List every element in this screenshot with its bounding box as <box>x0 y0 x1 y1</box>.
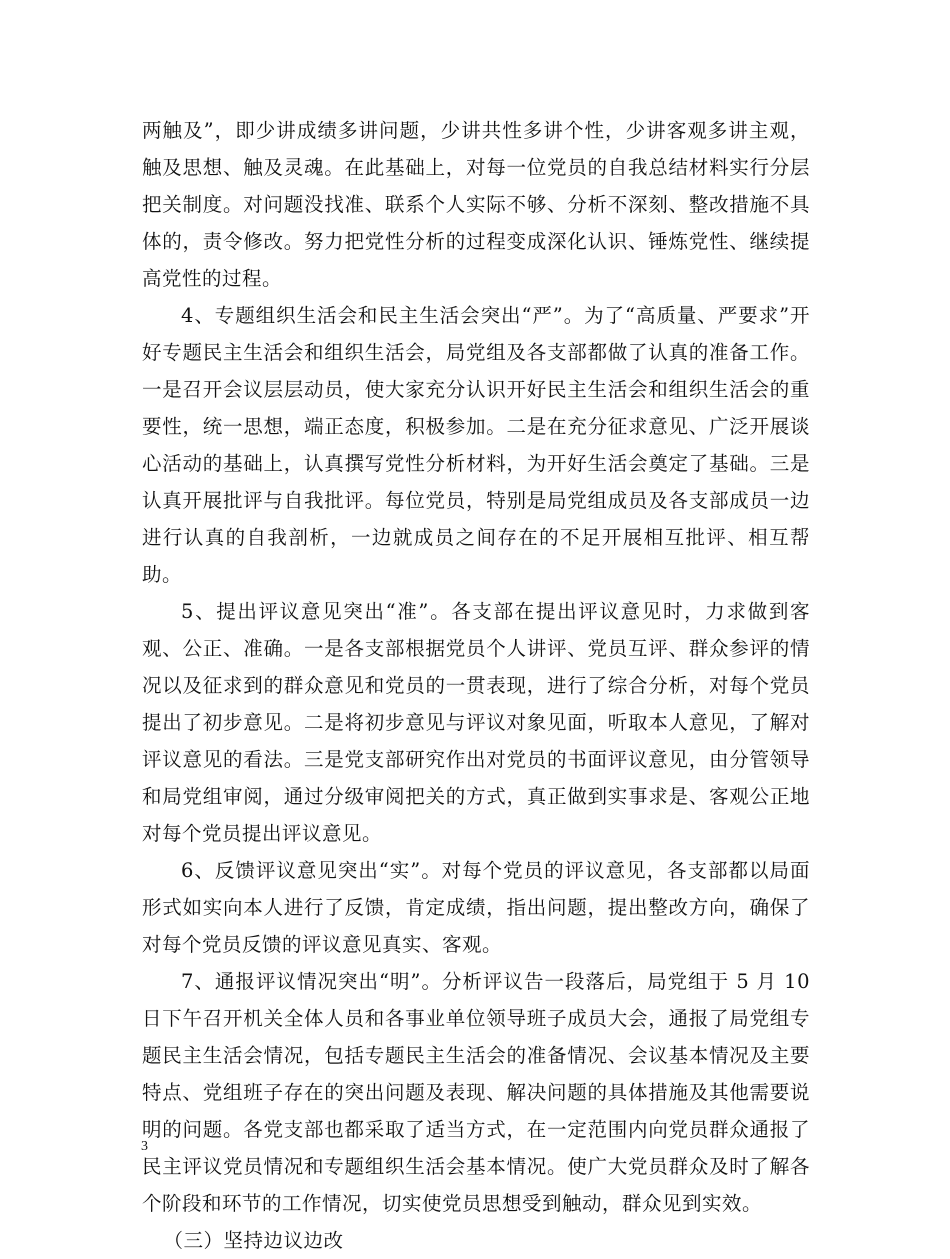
paragraph-item-4: 4、专题组织生活会和民主生活会突出“严”。为了“高质量、严要求”开好专题民主生活会和组织生活会，局党组及各支部都做了认真的准备工作。一是召开会议层层动员，使大家充分认识开好民主生活会和组织生活会的重要性，统一思想，端正态度，积极参加。二是在充分征求意见、广泛开展谈心活动的基础上，认真撰写党性分析材料，为开好生活会奠定了基础。三是认真开展批评与自我批评。每位党员，特别是局党组成员及各支部成员一边进行认真的自我剖析，一边就成员之间存在的不足开展相互批评、相互帮助。 <box>142 304 810 586</box>
paragraph-item-5: 5、提出评议意见突出“准”。各支部在提出评议意见时，力求做到客观、公正、准确。一是各支部根据党员个人讲评、党员互评、群众参评的情况以及征求到的群众意见和党员的一贯表现，进行了综合分析，对每个党员提出了初步意见。二是将初步意见与评议对象见面，听取本人意见，了解对评议意见的看法。三是党支部研究作出对党员的书面评议意见，由分管领导和局党组审阅，通过分级审阅把关的方式，真正做到实事求是、客观公正地对每个党员提出评议意见。 <box>142 600 810 845</box>
body-text <box>142 112 810 1259</box>
page-number: 3 <box>141 1139 148 1154</box>
paragraph-continuation: 两触及”，即少讲成绩多讲问题，少讲共性多讲个性，少讲客观多讲主观，触及思想、触及灵魂。在此基础上，对每一位党员的自我总结材料实行分层把关制度。对问题没找准、联系个人实际不够、分析不深刻、整改措施不具体的，责令修改。努力把党性分析的过程变成深化认识、锤炼党性、继续提高党性的过程。 <box>142 119 810 290</box>
paragraph-item-6: 6、反馈评议意见突出“实”。对每个党员的评议意见，各支部都以局面形式如实向本人进行了反馈，肯定成绩，指出问题，提出整改方向，确保了对每个党员反馈的评议意见真实、客观。 <box>142 859 810 956</box>
paragraph-item-7: 7、通报评议情况突出“明”。分析评议告一段落后，局党组于 5 月 10 日下午召开机关全体人员和各事业单位领导班子成员大会，通报了局党组专题民主生活会情况，包括专题民主生活会的准备情况、会议基本情况及主要特点、党组班子存在的突出问题及表现、解决问题的具体措施及其他需要说明的问题。各党支部也都采取了适当方式，在一定范围内向党员群众通报了民主评议党员情况和专题组织生活会基本情况。使广大党员群众及时了解各个阶段和环节的工作情况，切实使党员思想受到触动，群众见到实效。 <box>142 970 810 1215</box>
section-heading: （三）坚持边议边改 <box>163 1229 344 1252</box>
